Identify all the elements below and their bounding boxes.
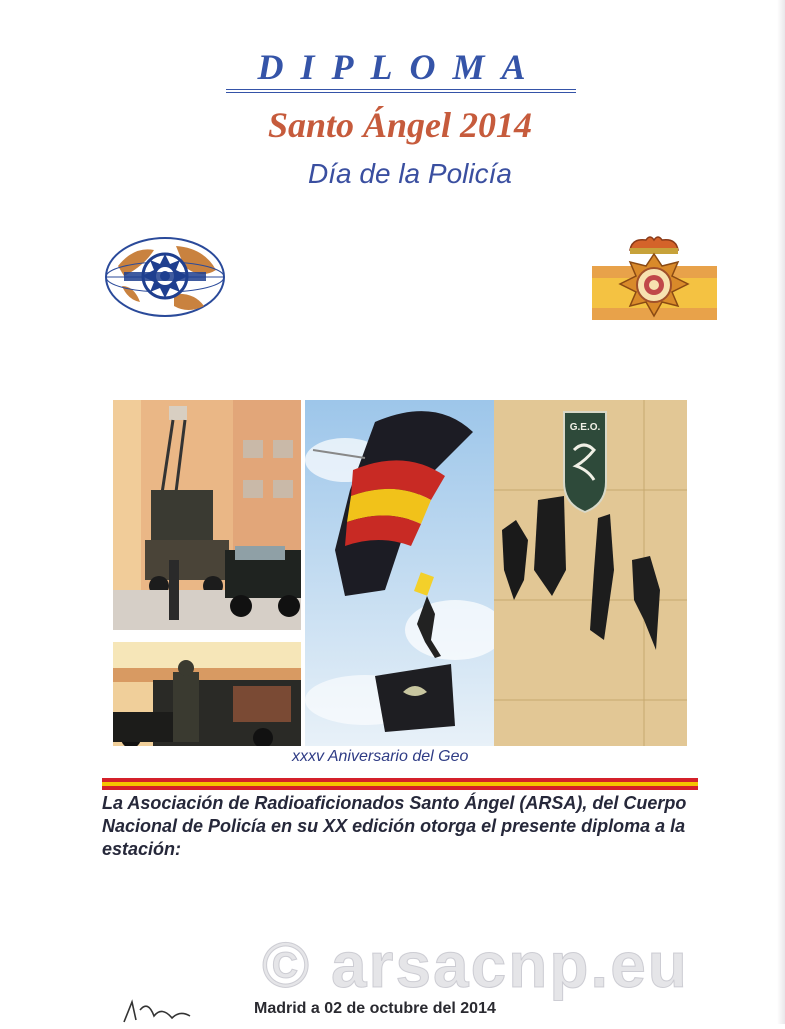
photo-parachute xyxy=(305,400,495,746)
watermark: © arsacnp.eu xyxy=(262,929,689,1001)
spanish-flag-divider xyxy=(102,778,698,790)
photo-geo-wall xyxy=(494,400,687,746)
diploma-subtitle: Santo Ángel 2014 xyxy=(267,105,533,145)
page-edge xyxy=(777,0,785,1024)
police-emblem-logo xyxy=(592,232,717,334)
award-text: La Asociación de Radioaficionados Santo Ángel (ARSA), del Cuerpo Nacional de Policía en su XX edición otorga el presente diploma a la estación: xyxy=(102,793,687,859)
title-underline-2 xyxy=(226,92,576,93)
event-name: Día de la Policía xyxy=(308,158,512,189)
arsa-logo xyxy=(104,236,226,318)
photo-ladder-vehicle xyxy=(113,400,301,630)
title-underline xyxy=(226,89,576,90)
geo-badge-text: G.E.O. xyxy=(569,422,601,433)
diploma-title: DIPLOMA xyxy=(257,47,543,87)
signature xyxy=(118,996,258,1024)
photo-tactical-team xyxy=(113,642,301,746)
date-line: Madrid a 02 de octubre del 2014 xyxy=(254,1000,496,1017)
photo-caption: xxxv Aniversario del Geo xyxy=(292,748,469,765)
